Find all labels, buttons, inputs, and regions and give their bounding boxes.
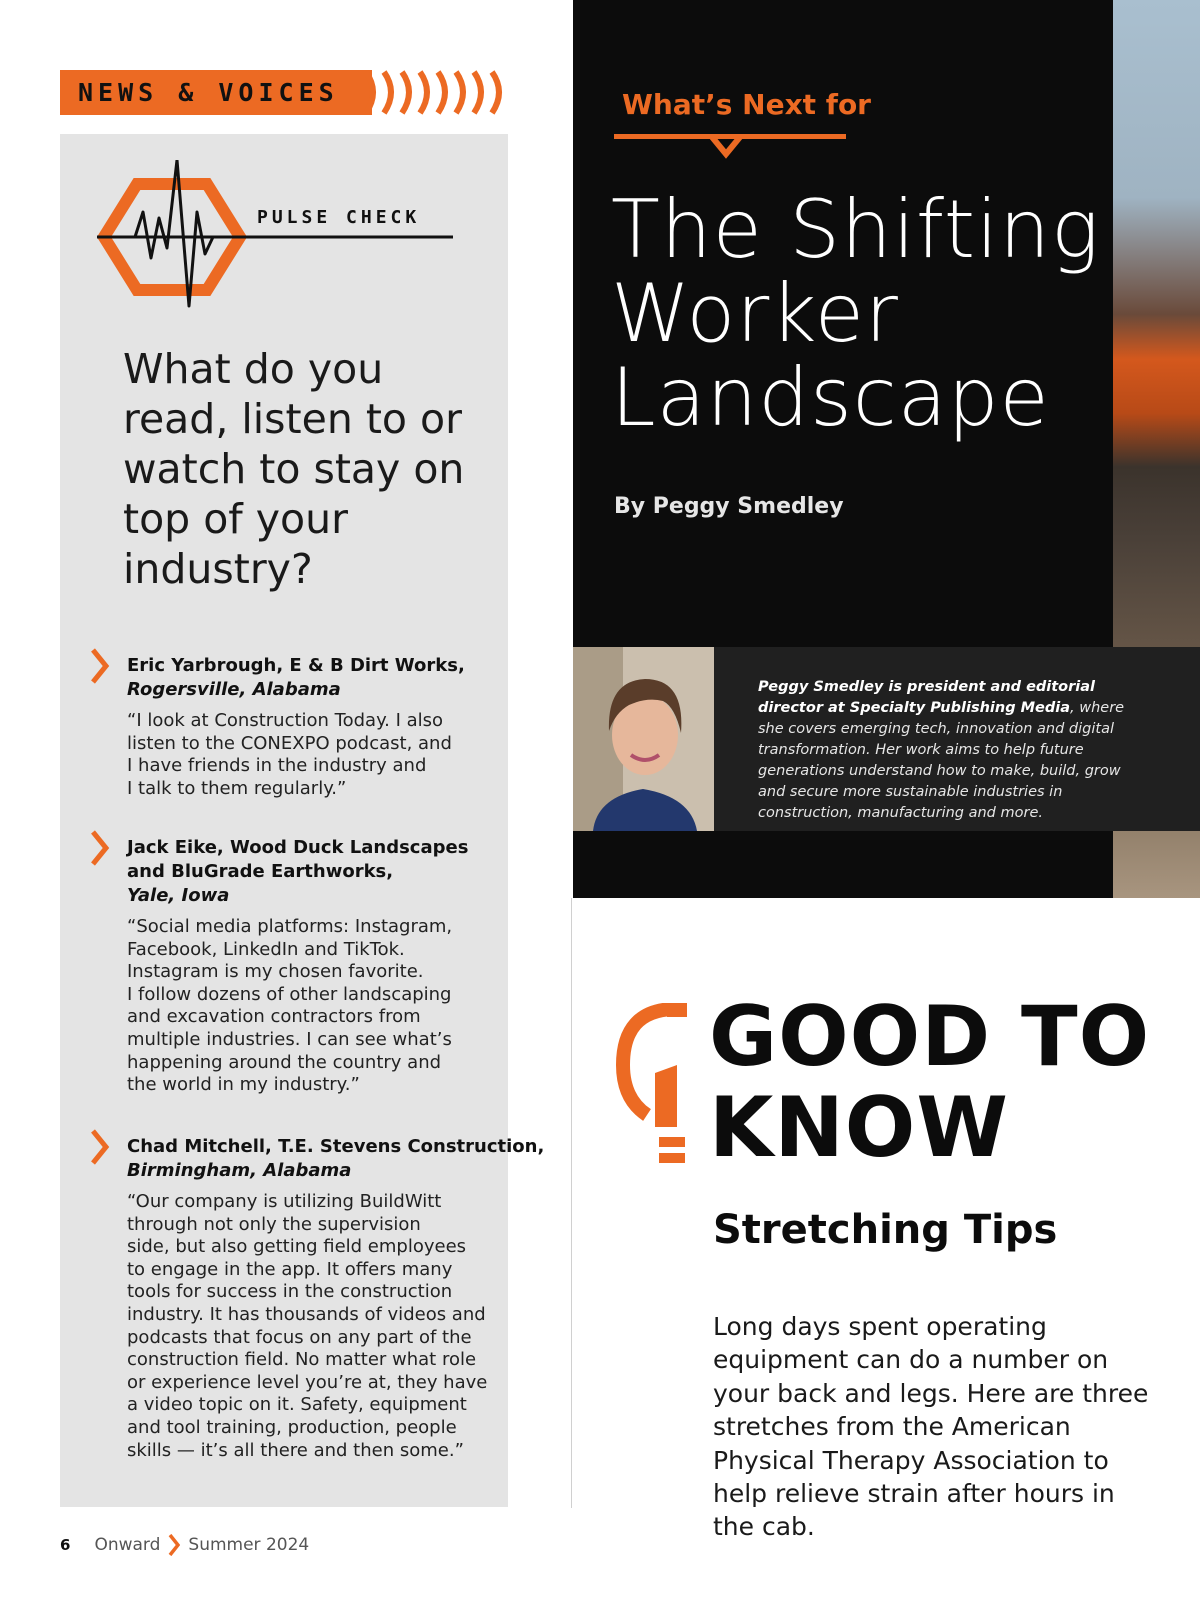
author-headshot <box>573 647 714 831</box>
pulse-check-label: PULSE CHECK <box>257 207 421 228</box>
feature-byline: By Peggy Smedley <box>614 494 844 519</box>
feature-title-line: Worker <box>611 267 899 360</box>
good-to-know-subtitle: Stretching Tips <box>713 1207 1058 1253</box>
feature-title-line: Landscape <box>611 351 1050 444</box>
good-to-know-heading-line1: GOOD TO <box>709 988 1151 1085</box>
footer-chevron-icon <box>168 1534 180 1556</box>
banner-chevrons-icon <box>362 70 510 115</box>
respondent-location: Rogersville, Alabama <box>127 679 341 700</box>
section-label: NEWS & VOICES <box>78 78 339 107</box>
respondent-quote: “Our company is utilizing BuildWitt through not only the supervision side, but also getting field employees to engage in the app. It offers many tools for success in the construction industry. It has thousands of videos and podcasts that focus on any part of the construction field. No matter what role or experience level you’re at, they have a video topic on it. Safety, equipment and tool training, production, people skills — it’s all there and then some.” <box>127 1191 488 1461</box>
page-footer <box>60 1534 309 1556</box>
respondent-name-line2: and BluGrade Earthworks, <box>127 861 394 882</box>
response-chevron-icon <box>90 830 110 866</box>
pulse-check-heartbeat-icon <box>97 160 457 310</box>
respondent-quote: “Social media platforms: Instagram, Facebook, LinkedIn and TikTok. Instagram is my chosen favorite. I follow dozens of other landscaping and excavation contractors from multiple industries. I can see what’s happening around the country and the world in my industry.” <box>127 916 453 1096</box>
column-divider <box>571 898 572 1508</box>
publication-name: Onward <box>94 1535 161 1555</box>
kicker-underline-pointer <box>614 134 846 164</box>
lightbulb-icon <box>615 1003 691 1173</box>
respondent-name: Jack Eike, Wood Duck Landscapes <box>127 837 469 858</box>
good-to-know-heading-line2: KNOW <box>709 1079 1009 1176</box>
pulse-check-question: What do you read, listen to or watch to stay on top of your industry? <box>123 345 465 593</box>
author-bio-lead: Peggy Smedley is president and editorial director at Specialty Publishing Media <box>758 679 1096 716</box>
feature-title <box>611 183 1111 444</box>
author-bio <box>758 677 1150 824</box>
respondent-name: Chad Mitchell, T.E. Stevens Construction, <box>127 1136 545 1157</box>
page-number: 6 <box>60 1536 71 1554</box>
response-jack-eike <box>127 836 499 1097</box>
response-chad-mitchell <box>127 1135 545 1462</box>
good-to-know-body: Long days spent operating equipment can do a number on your back and legs. Here are three stretches from the American Physical Therapy Association to help relieve strain after hours in the cab. <box>713 1312 1149 1542</box>
feature-kicker: What’s Next for <box>622 88 871 121</box>
author-bio-rest: , where she covers emerging tech, innovation and digital transformation. Her work aims to help future generations understand how to make, build, grow and secure more sustainable industries in construction, manufacturing and more. <box>758 700 1125 821</box>
feature-title-line: The Shifting <box>611 183 1100 276</box>
respondent-quote: “I look at Construction Today. I also listen to the CONEXPO podcast, and I have friends in the industry and I talk to them regularly.” <box>127 710 452 799</box>
response-chevron-icon <box>90 648 110 684</box>
respondent-location: Birmingham, Alabama <box>127 1160 352 1181</box>
respondent-name: Eric Yarbrough, E & B Dirt Works, <box>127 655 465 676</box>
section-banner <box>60 70 372 115</box>
response-chevron-icon <box>90 1129 110 1165</box>
response-eric-yarbrough <box>127 654 499 800</box>
issue-name: Summer 2024 <box>188 1535 310 1555</box>
respondent-location: Yale, Iowa <box>127 885 230 906</box>
